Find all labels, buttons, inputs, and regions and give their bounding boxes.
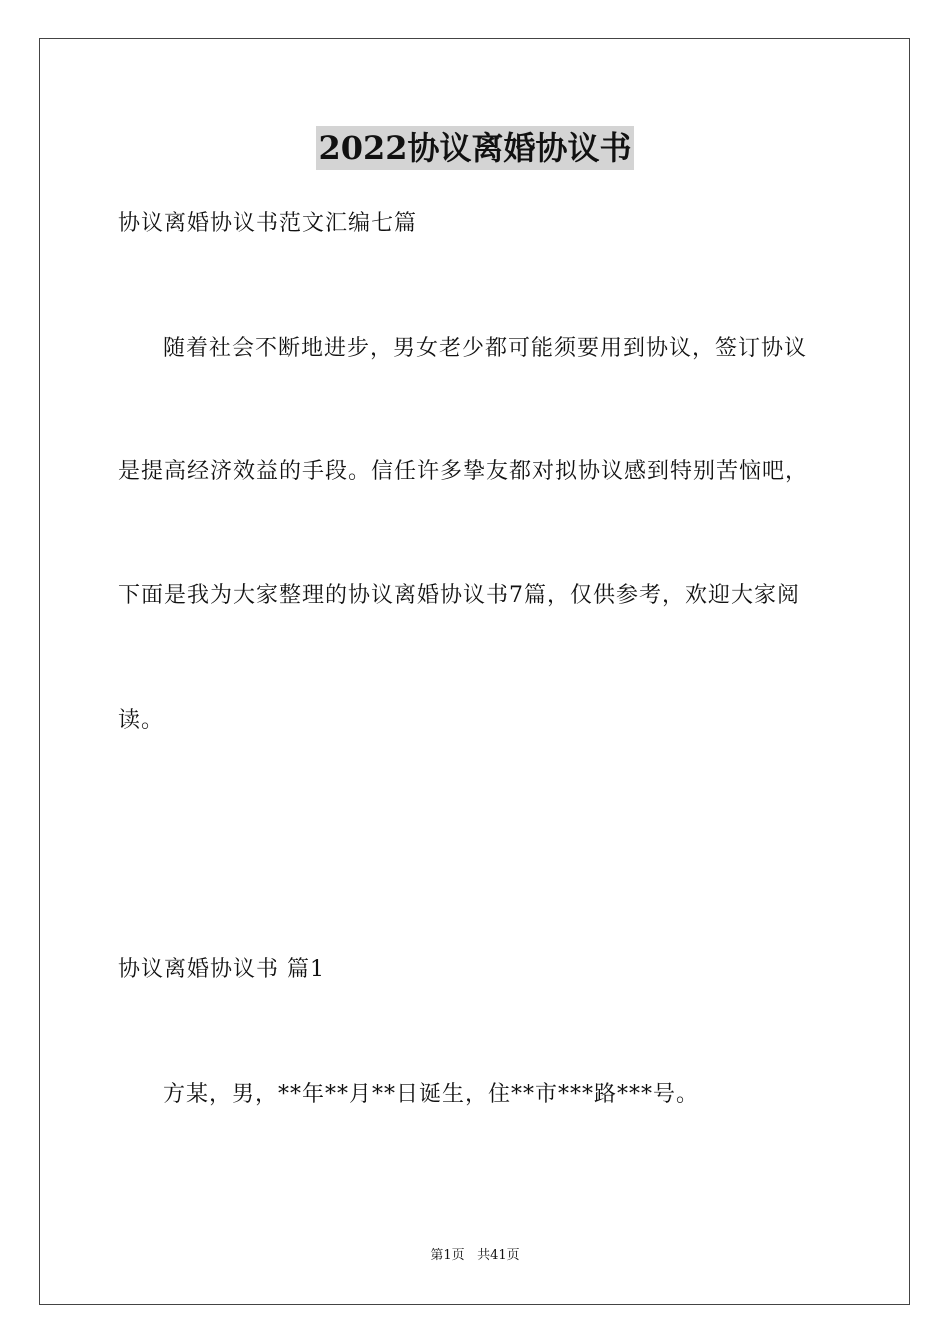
intro-line-1: 随着社会不断地进步，男女老少都可能须要用到协议，签订协议 <box>163 336 808 361</box>
document-subtitle: 协议离婚协议书范文汇编七篇 <box>118 211 418 236</box>
page-number: 第1页 <box>430 1248 465 1263</box>
intro-line-2: 是提高经济效益的手段。信任许多挚友都对拟协议感到特别苦恼吧， <box>118 459 809 484</box>
intro-line-4: 读。 <box>118 708 165 733</box>
page-total: 共41页 <box>477 1248 520 1263</box>
page-footer <box>0 1247 950 1265</box>
section-line-1: 方某，男，**年**月**日诞生，住**市***路***号。 <box>163 1082 700 1107</box>
document-title: 2022协议离婚协议书 <box>316 126 633 170</box>
section-heading: 协议离婚协议书 篇1 <box>118 957 325 982</box>
intro-line-3: 下面是我为大家整理的协议离婚协议书7篇，仅供参考，欢迎大家阅 <box>118 583 800 608</box>
title-container <box>0 126 950 170</box>
